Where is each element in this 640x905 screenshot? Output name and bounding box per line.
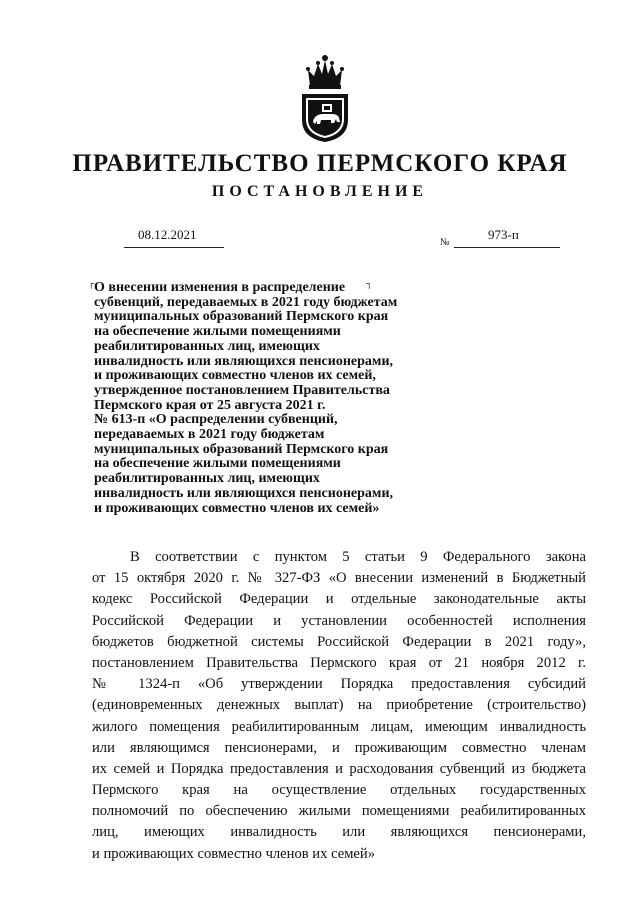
body-line: Российской Федерации и установлении особенностей исполнения [92,612,586,629]
number-sign: № [440,237,450,248]
subject-line: передаваемых в 2021 году бюджетам [94,427,325,443]
body-line: Пермского края на осуществление отдельных государственных [92,782,586,799]
coat-of-arms-icon [294,52,356,144]
document-date: 08.12.2021 [138,227,197,242]
body-line: (единовременных денежных выплат) на приобретение (строительство) [92,697,586,714]
subject-line: Пермского края от 25 августа 2021 г. [94,397,326,413]
document-subject [94,278,504,516]
body-line: жилого помещения реабилитированным лицам, имеющим инвалидность [92,718,586,735]
subject-line: реабилитированных лиц, имеющих [94,471,320,487]
subject-line: реабилитированных лиц, имеющих [94,338,320,354]
body-line: кодекс Российской Федерации и отдельные законодательные акты [92,591,586,608]
body-line: № 1324-п «Об утверждении Порядка предоставления субсидий [92,676,586,693]
subject-line: на обеспечение жилыми помещениями [94,324,341,340]
body-paragraph [92,547,586,865]
subject-line: субвенций, передаваемых в 2021 году бюджетам [94,294,398,310]
subject-line: и проживающих совместно членов их семей» [94,500,380,516]
body-line: или являющимся пенсионерами, и проживающим совместно членам [92,739,586,756]
body-line: их семей и Порядка предоставления и расходования субвенций из бюджета [92,760,586,777]
subject-line: муниципальных образований Пермского края [94,441,389,457]
subject-line: и проживающих совместно членов их семей, [94,368,376,384]
number-underline [454,247,560,248]
document-number: 973-п [488,227,519,242]
subject-line: инвалидность или являющихся пенсионерами, [94,353,394,369]
subject-line: утвержденное постановлением Правительства [94,382,390,398]
document-type: ПОСТАНОВЛЕНИЕ [211,183,429,200]
subject-line: О внесении изменения в распределение [94,280,346,295]
government-title: ПРАВИТЕЛЬСТВО ПЕРМСКОГО КРАЯ [72,150,568,177]
body-line: от 15 октября 2020 г. № 327-ФЗ «О внесении изменений в Бюджетный [92,570,586,587]
body-line: постановлением Правительства Пермского края от 21 ноября 2012 г. [92,654,586,671]
body-line: и проживающих совместно членов их семей» [92,845,376,862]
subject-line: на обеспечение жилыми помещениями [94,456,341,472]
body-line: лиц, имеющих инвалидность или являющихся пенсионерами, [92,824,586,841]
body-line: полномочий по обеспечению жилыми помещениями реабилитированных [92,803,586,820]
subject-line: инвалидность или являющихся пенсионерами, [94,485,394,501]
subject-line: муниципальных образований Пермского края [94,309,389,325]
subject-line: № 613-п «О распределении субвенций, [94,412,338,428]
corner-mark-left: ┌ [88,278,95,288]
date-underline [124,247,224,248]
body-line: В соответствии с пунктом 5 статьи 9 Федерального закона [130,549,586,565]
body-line: бюджетов бюджетной системы Российской Федерации в 2021 году», [92,633,586,650]
corner-mark-right: ┐ [366,278,373,288]
